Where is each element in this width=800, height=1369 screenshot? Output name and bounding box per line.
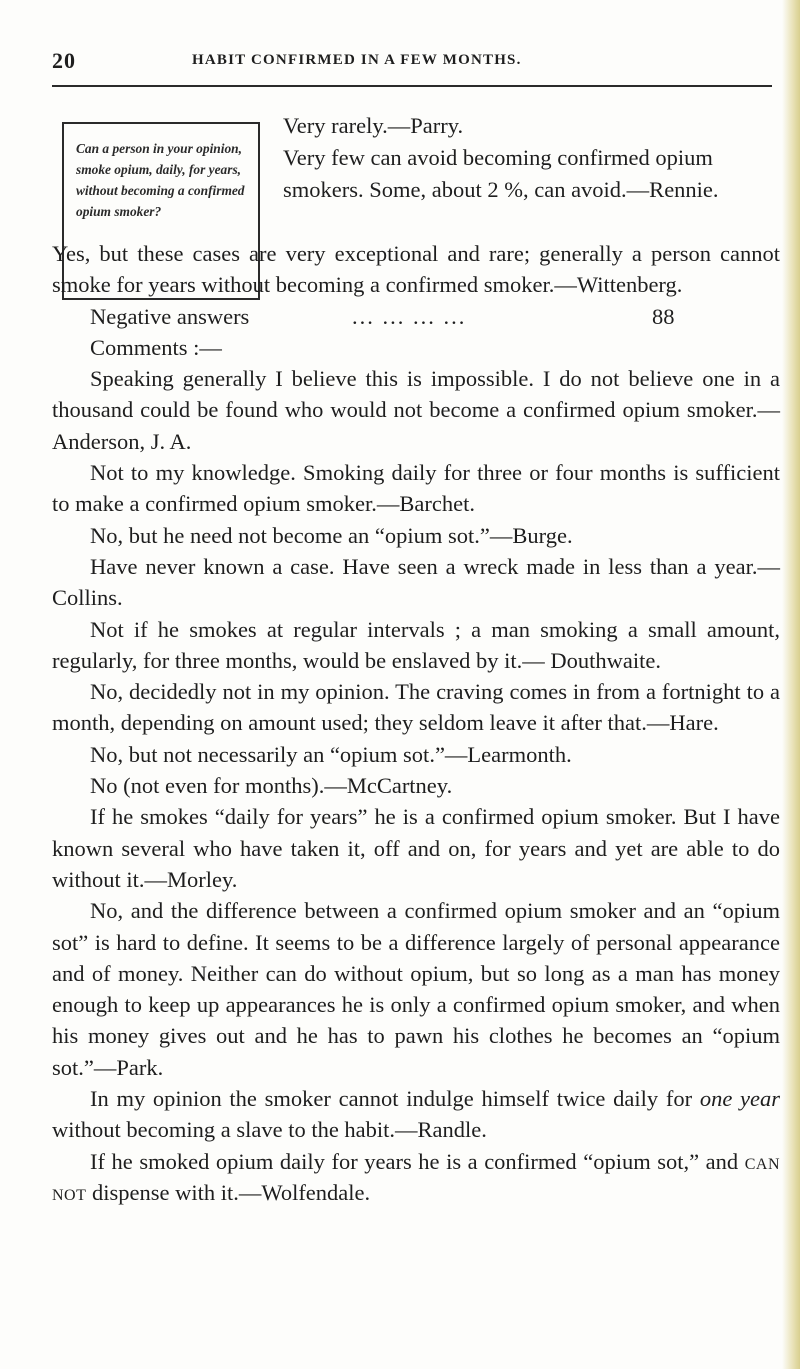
wolfendale-emphasis: can not (52, 1148, 780, 1205)
header-rule (52, 85, 772, 87)
tally-line (52, 301, 780, 332)
tally-label: Negative answers (90, 303, 250, 329)
answer-learmonth: No, but not necessarily an “opium sot.”—Learmonth. (90, 741, 572, 767)
randle-emphasis: one year (699, 1086, 780, 1112)
answer-morley: If he smokes “daily for years” he is a confirmed opium smoker. But I have known several who have taken it, off and on, for years and yet are able to do without it.—Morley. (52, 804, 780, 892)
answer-anderson: Speaking generally I believe this is impossible. I do not believe one in a thousand could be found who would not become a confirmed opium smoker.—Anderson, J. A. (52, 366, 780, 454)
answer-mccartney: No (not even for months).—McCartney. (90, 773, 453, 799)
answer-wolfendale (52, 1146, 780, 1209)
answer-hare: No, decidedly not in my opinion. The craving comes in from a fortnight to a month, depending on amount used; they seldom leave it after that.—Hare. (52, 679, 780, 736)
running-head: HABIT CONFIRMED IN A FEW MONTHS. (192, 52, 522, 68)
tally-leader: ... ... ... ... (352, 303, 467, 329)
answer-douthwaite: Not if he smokes at regular intervals ; a man smoking a small amount, regularly, for three months, would be enslaved by it.— Douthwaite. (52, 616, 780, 673)
answer-parry: Very rarely.—Parry. (283, 113, 464, 138)
answer-park: No, and the difference between a confirmed opium smoker and an “opium sot” is hard to define. It seems to be a difference largely of personal appearance and of money. Neither can do without opium, but so long as a man has money enough to keep up appearances he is only a confirmed opium smoker, and when his money gives out and he has to pawn his clothes he becomes an “opium sot.”—Park. (52, 898, 780, 1080)
body-text (52, 238, 780, 1208)
page-number: 20 (52, 48, 76, 73)
answer-wittenberg: Yes, but these cases are very exceptional and rare; generally a person cannot smoke for years without becoming a confirmed smoker.—Wittenberg. (52, 241, 780, 298)
answer-burge: No, but he need not become an “opium sot.”—Burge. (90, 522, 573, 548)
answer-barchet: Not to my knowledge. Smoking daily for three or four months is sufficient to make a confirmed opium smoker.—Barchet. (52, 460, 780, 517)
answer-collins: Have never known a case. Have seen a wreck made in less than a year.—Collins. (52, 553, 780, 611)
wolfendale-text-2: dispense with it.—Wolfendale. (86, 1179, 371, 1205)
comments-heading: Comments :— (90, 334, 222, 360)
tally-count: 88 (652, 303, 675, 329)
wolfendale-text-1: If he smoked opium daily for years he is a confirmed “opium sot,” and (90, 1148, 745, 1174)
randle-text-1: In my opinion the smoker cannot indulge himself twice daily for (90, 1086, 700, 1112)
randle-text-2: without becoming a slave to the habit.—Randle. (52, 1117, 487, 1143)
page-header (52, 48, 772, 72)
page-edge (782, 0, 800, 1369)
answer-randle (52, 1083, 780, 1146)
question-text: Can a person in your opinion, smoke opium, daily, for years, without becoming a confirmed opium smoker? (76, 141, 245, 219)
top-answers (283, 110, 779, 206)
answer-rennie: Very few can avoid becoming confirmed opium smokers. Some, about 2 %, can avoid.—Rennie. (283, 145, 719, 202)
